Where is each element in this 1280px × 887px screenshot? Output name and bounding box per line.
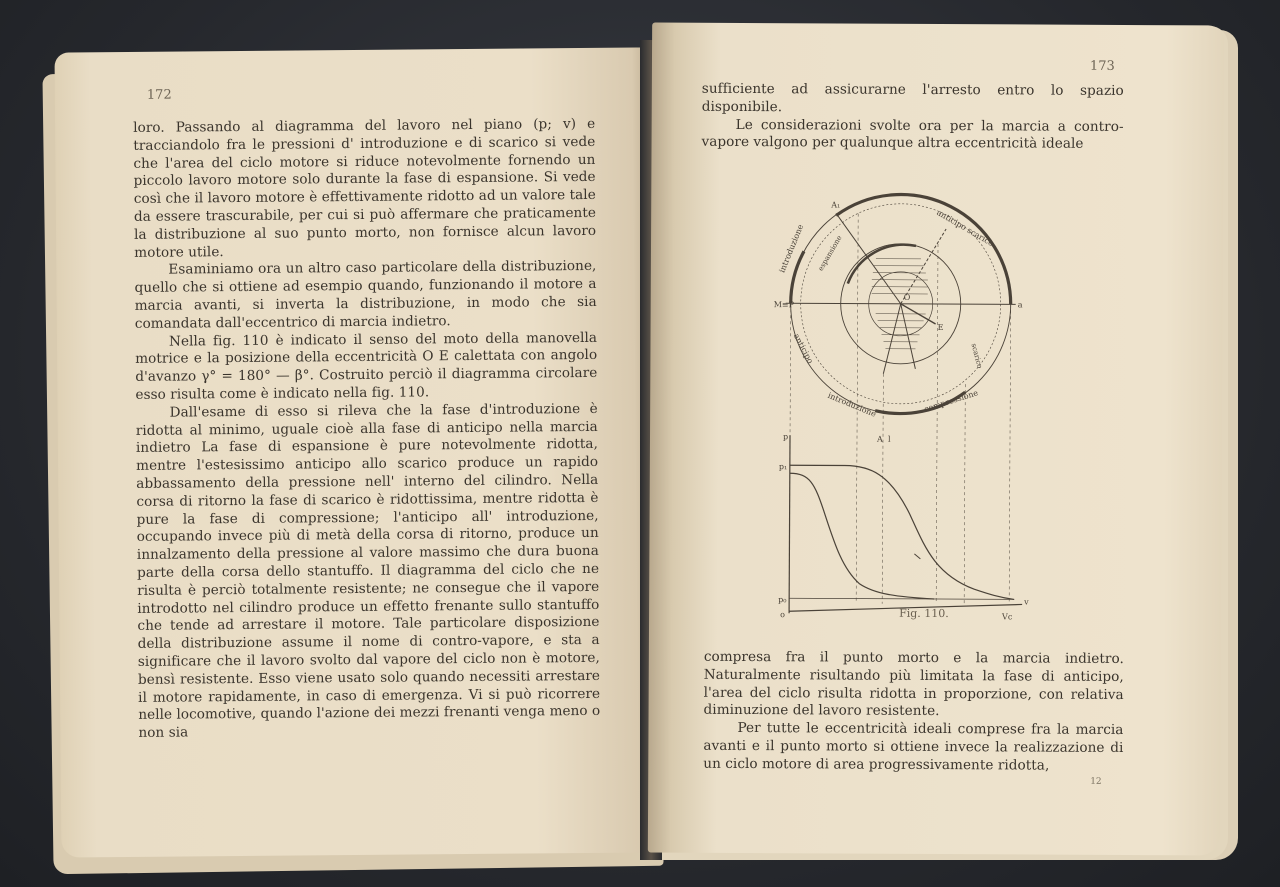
figure-110 bbox=[773, 173, 1036, 622]
curve-mark bbox=[914, 554, 920, 559]
label-anticipo-scarico: anticipo scarico bbox=[935, 207, 996, 249]
page-number-left: 172 bbox=[146, 87, 172, 103]
label-p1: p₁ bbox=[778, 462, 788, 472]
left-paragraph-3: Nella fig. 110 è indicato il senso del moto della manovella motrice e la posizione della eccentricità O E calettata con angolo d'avanzo γ° = 180° — β°. Costruito perciò il diagramma circolare esso risulta come è indicato nella fig. 110. bbox=[135, 329, 598, 403]
axis-p-line bbox=[789, 435, 790, 613]
label-anticipo: anticipo bbox=[791, 331, 815, 366]
label-l: l bbox=[887, 434, 891, 444]
figure-caption: Fig. 110. bbox=[899, 606, 949, 621]
label-introduzione-bottom: introduzione bbox=[826, 390, 878, 419]
outer-arc-left bbox=[791, 251, 804, 303]
left-paragraph-4: Dall'esame di esso si rileva che la fase d'introduzione è ridotta al minimo, uguale cioè alla fase di anticipo nella marcia indietro La fase di espansione è pure notevolmente ridotta, mentre l'estesissimo anticipo allo scarico produce un rapido abbassamento della pressione nell' interno del cilindro. Nella corsa di ritorno la fase di scarico è ridottissima, mentre ridotta è pure la fase di compressione; l'anticipo all' introduzione, occupando invece più di metà della corsa di ritorno, produce un innalzamento della pressione al valore massimo che dura buona parte della corsa dello stantuffo. Il diagramma del ciclo che ne risulta è perciò totalmente resistente; ne consegue che il vapore introdotto nel cilindro produce un effetto frenante sullo stantuffo che tende ad arrestare il motore. Tale particolare disposizione della distribuzione assume il nome di contro-vapore, e sta a significare che il lavoro svolto dal vapore del ciclo non è motore, bensì resistente. Esso viene usato solo quando necessiti arrestare il motore rapidamente, in caso di emergenza. Vi si può ricorrere nelle locomotive, quando l'azione dei mezzi frenanti venga meno o non sia bbox=[135, 400, 601, 741]
left-paragraph-1: loro. Passando al diagramma del lavoro nel piano (p; v) e tracciandolo fra le pressioni d' introduzione e di scarico si vede che l'area del ciclo motore si riduce notevolmente fornendo un piccolo lavoro motore solo durante la fase di espansione. Si vede così che il lavoro motore è effettivamente ridotto ad un valore tale da essere trascurabile, per cui si può affermare che praticamente la distribuzione al suo punto morto, non fornisce alcun lavoro motore utile. bbox=[133, 115, 597, 261]
label-m: M≡P bbox=[773, 300, 795, 310]
label-a-bottom: A bbox=[876, 434, 883, 444]
upper-curve bbox=[789, 465, 1015, 599]
back-pressure-line bbox=[789, 598, 1014, 599]
right-page bbox=[648, 23, 1224, 856]
page-number-right: 173 bbox=[1089, 58, 1115, 74]
label-compressione: compressione bbox=[923, 388, 980, 414]
right-bottom-text bbox=[703, 649, 1124, 776]
label-e: E bbox=[937, 323, 944, 333]
label-p0: p₀ bbox=[778, 595, 787, 605]
label-o: O bbox=[903, 292, 911, 302]
left-text-column bbox=[133, 116, 600, 743]
right-paragraph-3: compresa fra il punto morto e la marcia indietro. Naturalmente risultando più limitata la fase di anticipo, l'area del ciclo risulta ridotta in proporzione, con relativa diminuzione del lavoro resistente. bbox=[703, 648, 1124, 720]
label-scarico: scarico bbox=[969, 342, 984, 370]
right-paragraph-4: Per tutte le eccentricità ideali comprese fra la marcia avanti e il punto morto si ottiene invece la realizzazione di un ciclo motore di area progressivamente ridotta, bbox=[703, 720, 1124, 774]
left-paragraph-2: Esaminiamo ora un altro caso particolare della distribuzione, quello che si ottiene ad esempio quando, funzionando il motore a marcia avanti, si inverta la distribuzione, in modo che sia comandata dall'eccentrico di marcia indietro. bbox=[134, 258, 597, 332]
right-paragraph-2: Le considerazioni svolte ora per la marcia a contro-vapore valgono per qualunque altra eccentricità ideale bbox=[701, 116, 1124, 153]
footer-mark: 12 bbox=[1090, 776, 1102, 787]
label-axis-v: v bbox=[1024, 597, 1029, 607]
label-introduzione-top: introduzione bbox=[777, 223, 806, 274]
lower-curve bbox=[789, 473, 935, 599]
label-axis-p: p bbox=[782, 432, 789, 442]
label-a: a bbox=[1017, 300, 1023, 310]
right-paragraph-1: sufficiente ad assicurarne l'arresto entro lo spazio disponibile. bbox=[701, 80, 1124, 115]
right-top-text bbox=[701, 81, 1123, 154]
label-espansione: espansione bbox=[816, 234, 844, 273]
label-vc: Vc bbox=[1002, 612, 1013, 622]
label-origin: o bbox=[780, 610, 785, 620]
label-a1: A₁ bbox=[831, 200, 841, 210]
left-page bbox=[54, 47, 656, 857]
